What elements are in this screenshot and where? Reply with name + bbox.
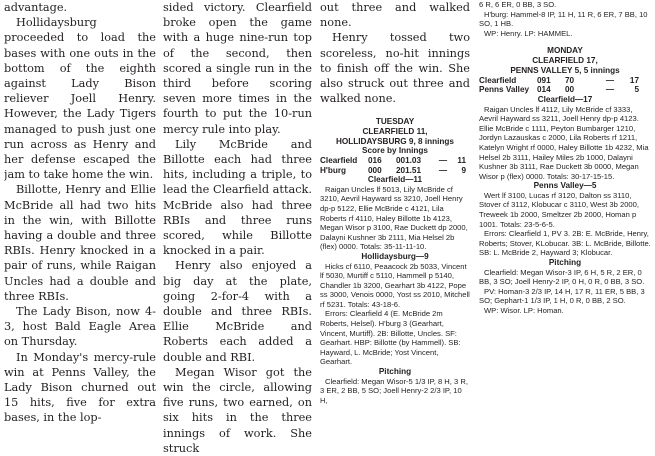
story-paragraph: out three and walked none.	[320, 1, 470, 30]
pitching-lines: PV: Homan-3 2/3 IP, 14 H, 17 R, 11 ER, 5 BB, 3 SO; Gephart-1 1/3 IP, 1 H, 0 R, 0 BB, 2 SO.	[479, 286, 645, 306]
pitching-lines: Clearfield: Megan Wisor-3 IP, 6 H, 5 R, 2 ER, 0 BB, 3 SO; Joell Henry-2 IP, 0 H, 0 R, 0 BB, 3 SO.	[479, 267, 645, 287]
story-paragraph: sided victory. Clearfield broke open the game with a huge nine-run top of the second, then scored a single run in the third before scoring seven more times in the fourth to put the 10-run mercy rule into play.	[163, 1, 312, 136]
team-heading: Clearfield—11	[367, 175, 423, 185]
pitching-lines: H'burg: Hammel-8 IP, 11 H, 11 R, 6 ER, 7 BB, 10 SO, 1 HB.	[479, 9, 648, 29]
box-day: TUESDAY	[375, 117, 415, 126]
story-paragraph: In Monday's mercy-rule win at Penns Valley, the Lady Bison churned out 15 hits, five for extra bases, in the lop-	[4, 350, 156, 425]
batting-lines: Raigan Uncles lf 4112, Lily McBride cf 3333, Aevril Hayward ss 3211, Joell Henry dp-p 4123. Ellie McBride c 1111, Peyton Bumbarger 1210, Jordyn Lazauskas c 2000, Lila Roberts rf 1211, Katelyn Wright rf 0000, Haley Billotte 1b 4232, Mia Helsel 2b 3111, Hailey Miles 2b 1000, Dalayni Kushner 3b 3111, Rae Duckett 3b 0000, Megan Wisor p (flex) 0000. Totals: 30-17-15-15.	[479, 104, 649, 181]
story-paragraph: Megan Wisor got the win the circle, allowing five runs, two earned, on six hits in the three innings of work. She struck	[163, 365, 312, 455]
batting-lines: Wert lf 3100, Lucas rf 3120, Dalton ss 3110, Stover cf 3112, Klobucar c 3110, West 3b 2000, Treweek 1b 2000, Smeltzer 2b 2000, Homan p 1001. Totals: 23-5-6-5.	[479, 190, 639, 229]
story-paragraph: advantage.	[4, 1, 68, 14]
batting-lines: Hicks cf 6110, Peaacock 2b 5033, Vincent lf 5030, Murtiff c 5110, Hammell p 5140, Chandler 1b 3200, Gearhart 3b 4122, Pope ss 3000, Venois 0000, Yost ss 2010, Mitchell rf 5231. Totals: 43-18-6.	[320, 261, 470, 309]
story-column-1	[4, 0, 156, 426]
score-by-innings-label: Score by Innings	[362, 146, 428, 156]
box-headline-2: HOLLIDAYSBURG 9, 8 innings	[336, 136, 454, 146]
team-heading: Penns Valley—5	[533, 181, 597, 191]
box-day: MONDAY	[547, 46, 583, 56]
pitching-continued: 6 R, 6 ER, 0 BB, 3 SO.	[479, 0, 557, 9]
errors-notes: Errors: Clearfield 1, PV 3. 2B: E. McBride, Henry, Roberts; Stover, KLobucar. 3B: L. McBride, Billotte. SB: L. McBride 2, Hayward 3; Klobucar.	[479, 229, 651, 258]
story-paragraph: Lily McBride and Billotte each had three hits, including a triple, to lead the Clearfield attack. McBride also had three RBIs and three runs scored, while Billotte knocked in a pair.	[163, 137, 312, 258]
story-paragraph: Hollidaysburg proceeded to load the bases with one outs in the bottom of the eighth against Lady Bison reliever Joell Henry. However, the Lady Tigers managed to push just one run across as Henry and her defense escaped the jam to take home the win.	[4, 16, 156, 182]
story-paragraph: Henry also enjoyed a big day at the plate, going 2-for-4 with a double and three RBIs. Ellie McBride and Roberts each added a double and RBI.	[163, 259, 312, 364]
tuesday-box-score	[320, 117, 470, 405]
pitching-lines: Clearfield: Megan Wisor-5 1/3 IP, 8 H, 3 R, 3 ER, 2 BB, 5 SO; Joell Henry-2 2/3 IP, 10 H,	[320, 376, 468, 405]
batting-lines: Raigan Uncles lf 5013, Lily McBride cf 3210, Aevril Hayward ss 3210, Joell Henry dp-p 5122, Ellie McBride c 4121, Lila Roberts rf 4110, Haley Billotte 1b 4123, Megan Wisor p 3100, Rae Duckett dp 2000, Dalayni Kushner 3b 2111, Mia Helsel 2b (flex) 0000. Totals: 35-11-11-10.	[320, 184, 468, 252]
linescore-row: Penns Valley 014 00 — 5	[479, 85, 639, 95]
errors-notes: Errors: Clearfield 4 (E. McBride 2m Roberts, Helsel). H'burg 3 (Gearhart, Vincent, Murtiff). 2B: Billotte, Uncles. SF: Gearhart. HBP: Billotte (by Hammell). SB: Hayward, L. McBride; Yost Vincent, Gearhart.	[320, 309, 461, 367]
win-loss-pitchers: WP: Henry. LP: HAMMEL.	[484, 28, 573, 38]
linescore-row: Clearfield 016 001.03 — 11	[320, 155, 466, 165]
box-headline-2: PENNS VALLEY 5, 5 innings	[510, 65, 620, 75]
story-paragraph: The Lady Bison, now 4-3, host Bald Eagle Area on Thursday.	[4, 305, 156, 349]
win-loss-pitchers: WP: Wisor. LP: Homan.	[484, 306, 564, 316]
story-paragraph: Billotte, Henry and Ellie McBride all had two hits in the win, with Billotte having a double and three RBIs. Henry knocked in a pair of runs, while Raigan Uncles had a double and three RBIs.	[4, 183, 156, 303]
pitching-heading: Pitching	[378, 367, 412, 377]
team-heading: Hollidaysburg—9	[361, 251, 429, 261]
box-headline: CLEARFIELD 17,	[532, 56, 598, 66]
linescore-row: Clearfield 091 70 — 17	[479, 75, 639, 85]
story-column-3	[320, 0, 470, 118]
linescore-row: H'burg 000 201.51 — 9	[320, 165, 466, 175]
box-score-column-4	[479, 0, 651, 316]
box-headline: CLEARFIELD 11,	[362, 126, 428, 136]
team-heading: Clearfield—17	[537, 94, 593, 104]
pitching-heading: Pitching	[548, 258, 582, 268]
story-column-2	[163, 0, 312, 456]
story-paragraph: Henry tossed two scoreless, no-hit innings to finish off the win. She also struck out three and walked none.	[320, 31, 470, 106]
